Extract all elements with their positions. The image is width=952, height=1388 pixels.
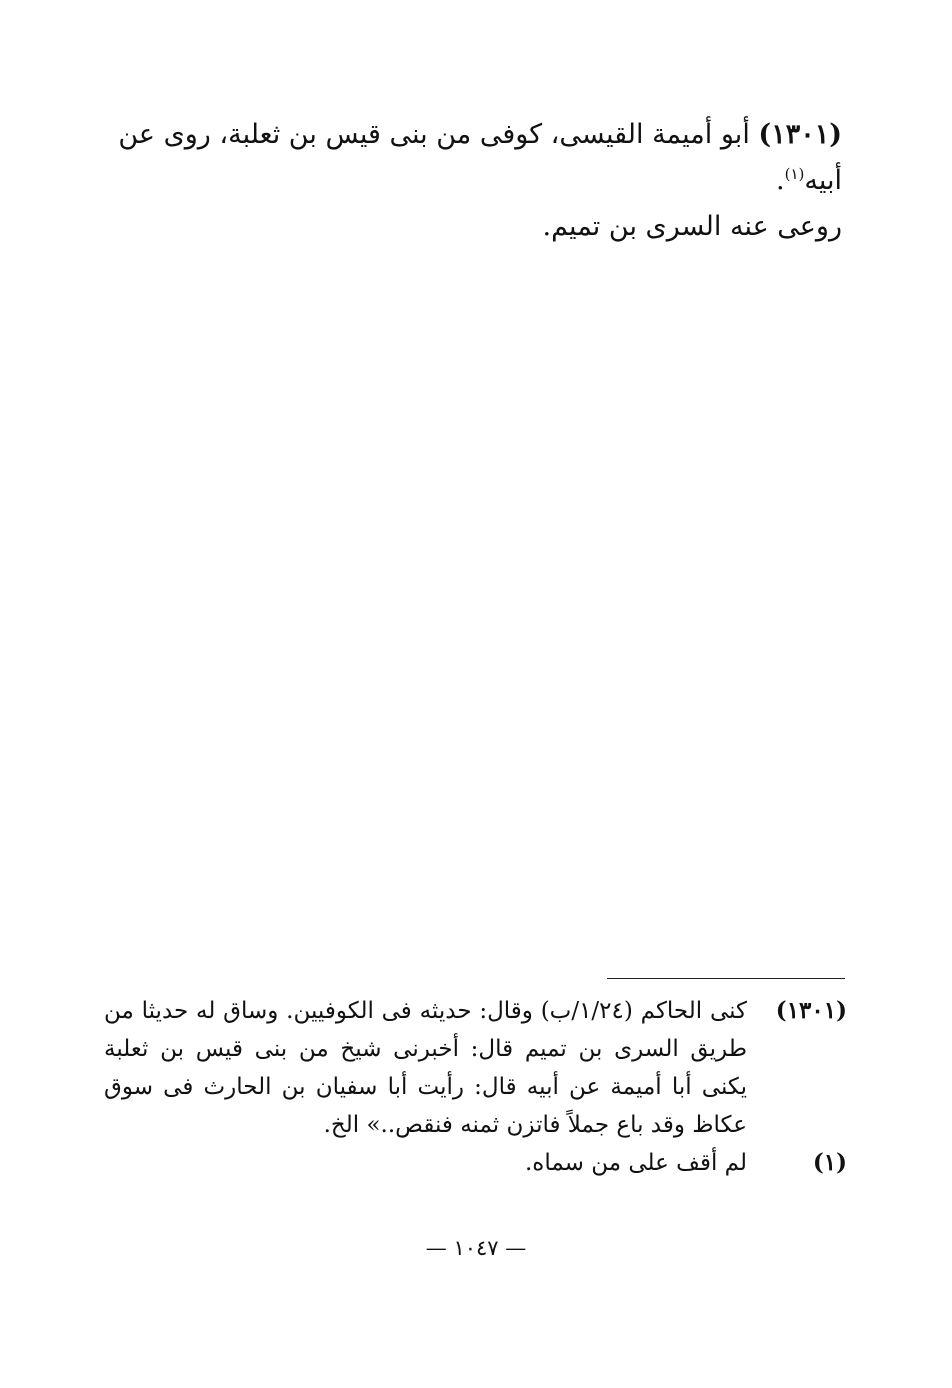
footnote-reference: (١) [784, 165, 805, 183]
footnote-label: (١) [812, 1149, 847, 1176]
footnote-label: (١٣٠١) [775, 997, 847, 1024]
footnotes-section [100, 992, 847, 1182]
entry-number: (١٣٠١) [758, 119, 842, 150]
footnote-text: كنى الحاكم (١/٢٤/ب) وقال: حديثه فى الكوفيين. وساق له حديثا من طريق السرى بن تميم قال: أخبرنى شيخ من بنى قيس بن ثعلبة يكنى أبا أميمة عن أبيه قال: رأيت أبا سفيان بن الحارث فى سوق عكاظ وقد باع جملاً فاتزن ثمنه فنقص..» الخ. [104, 998, 748, 1138]
footnote-text: لم أقف على من سماه. [524, 1150, 747, 1176]
footnote-1 [100, 1144, 847, 1182]
entry-text: أبو أميمة القيسى، كوفى من بنى قيس بن ثعلبة، روى عن أبيه [118, 119, 842, 196]
footnote-separator [607, 978, 845, 979]
entry-line-2: روعى عنه السرى بن تميم. [542, 211, 842, 242]
entry-line-1 [100, 112, 842, 204]
entry-period: . [775, 165, 785, 196]
footnote-1301 [100, 992, 847, 1144]
page-number: — ١٠٤٧ — [425, 1236, 527, 1260]
biography-entry [100, 112, 842, 250]
